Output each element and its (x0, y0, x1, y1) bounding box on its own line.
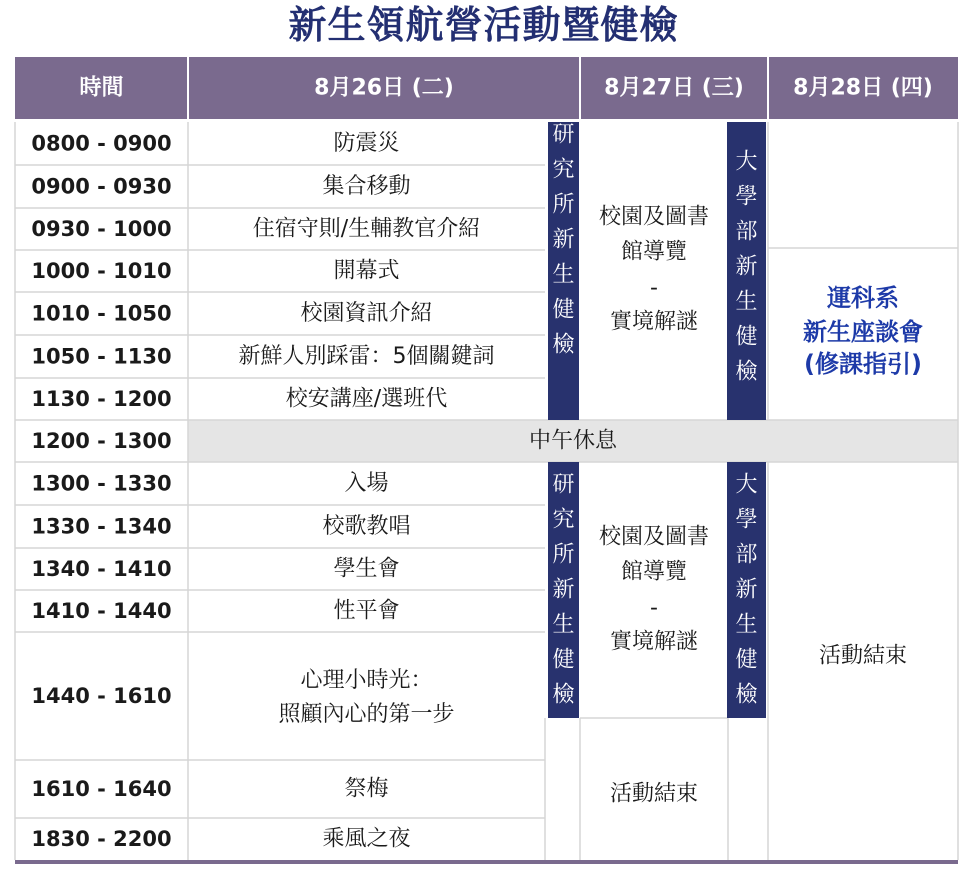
grad-checkup-am-char: 究 (552, 157, 575, 183)
grad-checkup-am-char: 檢 (552, 332, 575, 358)
time-slot: 0930 - 1000 (31, 217, 172, 241)
grad-checkup-am-char: 研 (552, 122, 575, 148)
day1-event: 祭梅 (344, 776, 389, 802)
header-day1-label: 8月26日 (二) (314, 75, 454, 101)
time-slot: 1130 - 1200 (31, 387, 172, 411)
undergrad-checkup-pm-char: 學 (735, 507, 758, 533)
day2-afternoon-activity: 實境解謎 (609, 629, 699, 655)
day2-morning-activity: - (650, 275, 658, 301)
day3-session: 新生座談會 (803, 318, 923, 346)
lunch-label: 中午休息 (528, 428, 618, 454)
grad-checkup-pm-char: 檢 (552, 682, 575, 708)
grad-checkup-am-char: 所 (552, 192, 575, 218)
grad-checkup-am-char: 新 (552, 227, 575, 253)
time-slot: 0900 - 0930 (31, 174, 172, 199)
day2-afternoon-activity: 館導覽 (620, 559, 688, 585)
header-day3-label: 8月28日 (四) (793, 75, 933, 101)
undergrad-checkup-am-char: 學 (735, 184, 758, 210)
time-slot: 1010 - 1050 (31, 301, 172, 326)
time-slot: 1410 - 1440 (31, 599, 172, 623)
undergrad-checkup-pm-char: 大 (735, 472, 758, 498)
day1-event: 心理小時光：照顧內心的第一步 (278, 668, 455, 727)
day2-afternoon-activity: 校園及圖書 (598, 524, 710, 550)
day1-event: 校安講座/選班代 (285, 386, 448, 412)
grad-checkup-pm-char: 研 (552, 472, 575, 498)
undergrad-checkup-pm-char: 健 (735, 647, 758, 673)
day1-event: 性平會 (333, 598, 400, 624)
time-slot: 1340 - 1410 (31, 557, 172, 581)
undergrad-checkup-pm-char: 生 (735, 612, 758, 638)
undergrad-checkup-am-char: 生 (735, 289, 758, 315)
grad-checkup-pm-char: 健 (552, 647, 575, 673)
undergrad-checkup-am-char: 部 (735, 219, 758, 245)
time-slot: 1000 - 1010 (31, 259, 172, 283)
header-time-label: 時間 (79, 75, 124, 101)
day1-event: 校園資訊介紹 (300, 301, 433, 326)
undergrad-checkup-pm-char: 部 (735, 542, 758, 568)
day1-event: 防震災 (333, 131, 400, 156)
time-slot: 1330 - 1340 (31, 514, 172, 539)
time-slot: 1300 - 1330 (31, 471, 172, 496)
day3-session: 運科系 (827, 284, 899, 312)
header-day2-label: 8月27日 (三) (604, 75, 744, 101)
time-slot: 0800 - 0900 (31, 131, 172, 156)
time-slot: 1050 - 1130 (31, 344, 172, 369)
day1-event: 校歌教唱 (322, 514, 411, 539)
grad-checkup-pm-char: 新 (552, 577, 575, 603)
day1-event: 新鮮人別踩雷：5個關鍵詞 (238, 344, 495, 369)
time-slot: 1610 - 1640 (31, 777, 172, 801)
day1-event: 學生會 (333, 556, 400, 582)
day1-event: 開幕式 (333, 258, 400, 284)
day2-morning-activity: 校園及圖書 (598, 204, 710, 230)
undergrad-checkup-am-char: 新 (735, 254, 758, 280)
day2-afternoon-activity: - (650, 595, 658, 621)
day2-morning-activity: 館導覽 (620, 239, 688, 265)
day1-event: 乘風之夜 (322, 826, 411, 852)
time-slot: 1830 - 2200 (31, 827, 172, 851)
day1-event: 住宿守則/生輔教官介紹 (252, 216, 481, 242)
day3-end-label: 活動結束 (818, 643, 908, 669)
day1-event: 集合移動 (322, 174, 411, 199)
time-slot: 1440 - 1610 (31, 684, 172, 708)
undergrad-checkup-am-char: 大 (735, 149, 758, 175)
day3-session: (修課指引) (804, 350, 922, 378)
undergrad-checkup-am-char: 健 (735, 324, 758, 350)
day2-morning-activity: 實境解謎 (609, 309, 699, 335)
undergrad-checkup-pm-char: 新 (735, 577, 758, 603)
grad-checkup-pm-char: 生 (552, 612, 575, 638)
grad-checkup-am-char: 健 (552, 297, 575, 323)
grad-checkup-pm-char: 所 (552, 542, 575, 568)
page-title: 新生領航營活動暨健檢 (288, 3, 679, 47)
table-bottom-bar (15, 860, 958, 864)
day1-event: 入場 (344, 471, 389, 496)
grad-checkup-pm-char: 究 (552, 507, 575, 533)
time-slot: 1200 - 1300 (31, 429, 172, 453)
undergrad-checkup-pm-char: 檢 (735, 682, 758, 708)
undergrad-checkup-am-char: 檢 (735, 359, 758, 385)
day2-end-label: 活動結束 (609, 781, 699, 807)
grad-checkup-am-char: 生 (552, 262, 575, 288)
